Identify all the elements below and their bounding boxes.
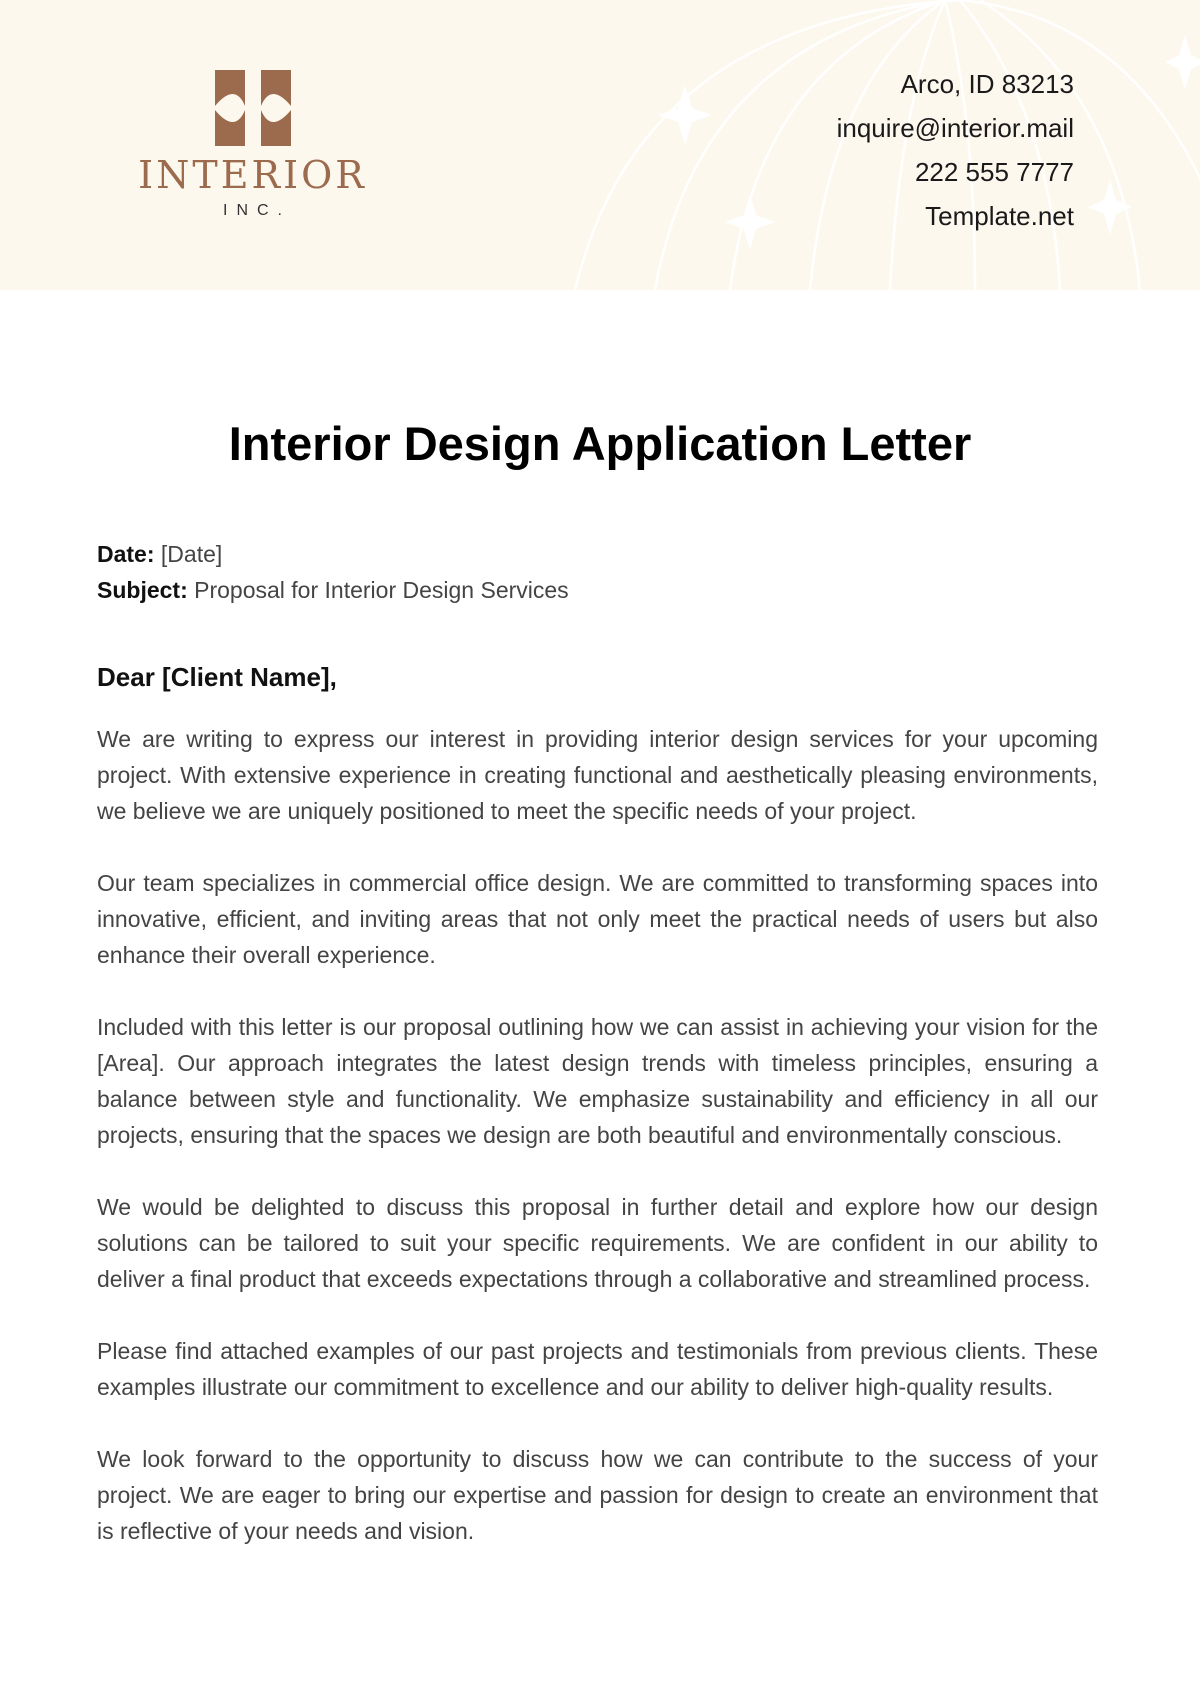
contact-website[interactable]: Template.net bbox=[925, 201, 1074, 231]
company-name: INTERIOR bbox=[138, 153, 367, 197]
subject-value: Proposal for Interior Design Services bbox=[194, 577, 569, 603]
date-value: [Date] bbox=[160, 541, 223, 567]
contact-email[interactable]: inquire@interior.mail bbox=[836, 113, 1074, 143]
logo-mark-icon bbox=[215, 70, 291, 146]
page-title: Interior Design Application Letter bbox=[228, 417, 972, 470]
paragraph: We look forward to the opportunity to discuss how we can contribute to the success of your project. We are eager to bring our expertise and passion for design to create an environment that is reflective of your needs and vision. bbox=[97, 1446, 1098, 1544]
paragraph: Our team specializes in commercial office design. We are committed to transforming spaces into innovative, efficient, and inviting areas that not only meet the practical needs of users but also enhance their overall experience. bbox=[97, 870, 1098, 968]
company-logo bbox=[120, 70, 385, 220]
contact-address: Arco, ID 83213 bbox=[900, 69, 1074, 99]
contact-phone: 222 555 7777 bbox=[914, 157, 1074, 187]
subject-line bbox=[97, 572, 569, 608]
letter-body bbox=[97, 721, 1098, 1585]
date-line bbox=[97, 536, 569, 572]
paragraph: We are writing to express our interest in providing interior design services for your upcoming project. With extensive experience in creating functional and aesthetically pleasing environments, we believe we are uniquely positioned to meet the specific needs of your project. bbox=[97, 726, 1098, 824]
paragraph: Included with this letter is our proposal outlining how we can assist in achieving your vision for the [Area]. Our approach integrates the latest design trends with timeless principles, ensuring a balance between style and functionality. We emphasize sustainability and efficiency in all our projects, ensuring that the spaces we design are both beautiful and environmentally conscious. bbox=[97, 1014, 1098, 1148]
subject-label: Subject: bbox=[97, 577, 188, 603]
date-label: Date: bbox=[97, 541, 155, 567]
company-suffix: INC. bbox=[223, 202, 291, 219]
letterhead bbox=[0, 0, 1200, 290]
contact-info bbox=[837, 62, 1074, 238]
paragraph: We would be delighted to discuss this proposal in further detail and explore how our design solutions can be tailored to suit your specific requirements. We are confident in our ability to deliver a final product that exceeds expectations through a collaborative and streamlined process. bbox=[97, 1194, 1098, 1292]
paragraph: Please find attached examples of our past projects and testimonials from previous clients. These examples illustrate our commitment to excellence and our ability to deliver high-quality results. bbox=[97, 1338, 1098, 1400]
letter-meta bbox=[97, 536, 569, 608]
greeting: Dear [Client Name], bbox=[97, 662, 337, 692]
